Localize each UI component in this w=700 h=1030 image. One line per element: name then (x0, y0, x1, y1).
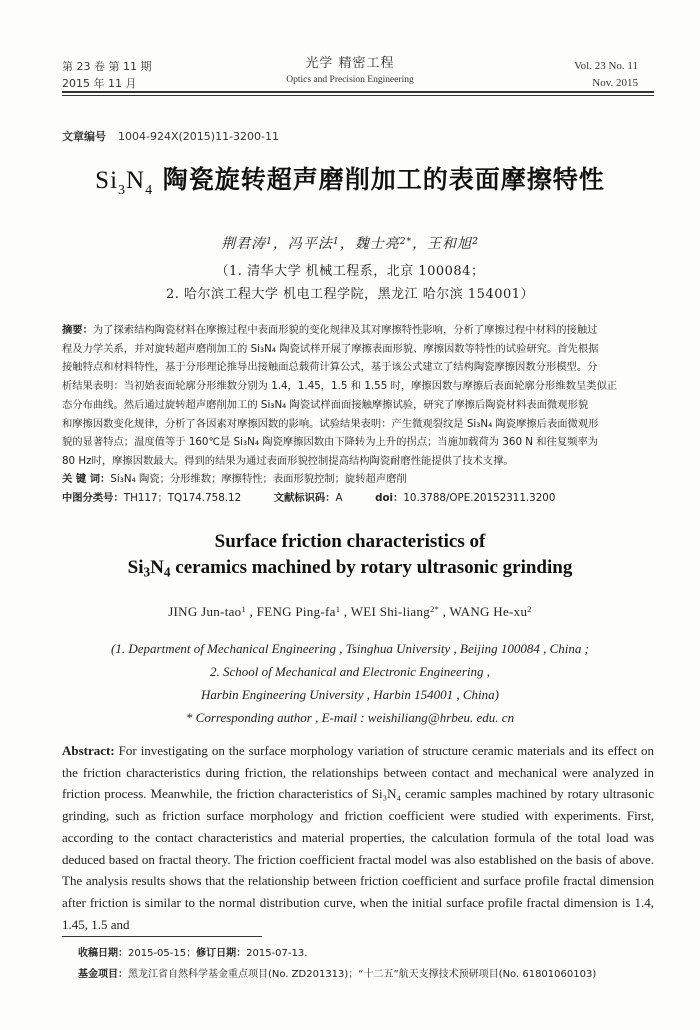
title-en-line-2 (0, 557, 700, 580)
title-cn-sub-3: 3 (118, 183, 127, 198)
corresponding-author: * Corresponding author , E-mail : weishiliang@hrbeu. edu. cn (185, 710, 515, 725)
clc-label: 中图分类号： (62, 492, 124, 504)
keywords-cn (62, 470, 407, 485)
title-cn-formula (95, 167, 154, 198)
received-value: 2015-05-15； (128, 948, 197, 959)
affiliation-cn-1: （1. 清华大学 机械工程系，北京 100084； (215, 264, 485, 279)
date-en: Nov. 2015 (592, 77, 638, 89)
title-cn-text: 陶瓷旋转超声磨削加工的表面摩擦特性 (153, 165, 605, 194)
abstract-cn-line-7: 貌的显著特点；温度值等于 160℃是 Si₃N₄ 陶瓷摩擦因数由下降转为上升的拐点；当施加载荷为 360 N 和往复频率为 (62, 436, 599, 449)
abstract-cn-label: 摘要： (62, 324, 93, 336)
author-cn-1-mark: 1 (266, 236, 273, 247)
author-en-1: JING Jun-tao (168, 604, 242, 619)
keywords-cn-label: 关 键 词： (62, 473, 111, 485)
header-rule-thin (62, 95, 654, 96)
abstract-cn-line-8: 80 Hz时，摩擦因数最大。得到的结果为通过表面形貌控制提高结构陶瓷耐磨性能提供了技术支撑。 (62, 454, 514, 467)
journal-name-en: Optics and Precision Engineering (286, 75, 414, 85)
author-cn-2-mark: 1 (332, 236, 340, 247)
title-cn-n: N (126, 167, 146, 194)
received-label: 收稿日期： (78, 948, 128, 959)
abstract-cn-line-4: 析结果表明：当初始表面轮廓分形维数分别为 1.4，1.45，1.5 和 1.55 时，摩擦因数与摩擦后表面轮廓分形维数呈类似正 (62, 380, 618, 393)
title-en-sub-4: 4 (163, 564, 171, 580)
article-number-label: 文章编号 (62, 130, 106, 143)
title-cn-sub-4: 4 (145, 183, 154, 198)
doc-code-label: 文献标识码： (273, 492, 336, 504)
title-en-sub-3: 3 (143, 564, 151, 580)
funding-label: 基金项目： (78, 969, 128, 980)
classification (62, 489, 555, 504)
author-cn-1: 荆君涛 (221, 236, 267, 252)
date-cn: 2015 年 11 月 (62, 77, 137, 90)
author-en-3: WEI Shi-liang (350, 604, 431, 619)
abstract-cn-line-2: 程及力学关系，并对旋转超声磨削加工的 Si₃N₄ 陶瓷试样开展了摩擦表面形貌、摩擦因数等特性的试验研究。首先根据 (62, 342, 599, 355)
title-cn-si: Si (95, 167, 119, 194)
abstract-cn (62, 321, 654, 471)
doi-value: 10.3788/OPE.20152311.3200 (403, 492, 556, 504)
doi-label: doi： (375, 492, 404, 504)
affiliation-en-3: Harbin Engineering University , Harbin 154001 , China) (201, 687, 499, 702)
title-en-n: N (150, 557, 164, 578)
author-en-4-mark: 2 (527, 604, 532, 615)
header-rule-thick (62, 91, 654, 93)
author-en-4: WANG He-xu (449, 604, 528, 619)
title-en-si: Si (127, 557, 144, 578)
doc-code-value: A (335, 492, 343, 504)
article-number (62, 128, 279, 144)
journal-name-cn: 光学 精密工程 (305, 56, 395, 71)
volume-cn: 第 23 卷 第 11 期 (62, 60, 152, 73)
author-cn-3: 魏士亮 (354, 236, 400, 252)
author-en-3-mark: 2* (430, 604, 440, 615)
author-cn-3-mark: 2* (399, 236, 413, 247)
author-en-2: FENG Ping-fa (256, 604, 336, 619)
author-cn-2: 冯平法 (287, 236, 333, 252)
article-number-value: 1004-924X(2015)11-3200-11 (118, 130, 279, 143)
title-en-line-1: Surface friction characteristics of (214, 531, 486, 552)
keywords-cn-value: Si₃N₄ 陶瓷；分形维数；摩擦特性；表面形貌控制；旋转超声磨削 (110, 473, 407, 485)
abstract-cn-line-5: 态分布曲线。然后通过旋转超声磨削加工的 Si₃N₄ 陶瓷试样面面接触摩擦试验，研究了摩擦后陶瓷材料表面微观形貌 (62, 398, 589, 411)
abstract-cn-line-1: 为了探索结构陶瓷材料在摩擦过程中表面形貌的变化规律及其对摩擦特性影响，分析了摩擦过程中材料的接触过 (92, 324, 598, 336)
title-cn (0, 160, 700, 199)
author-en-sep: , (439, 604, 450, 619)
authors-cn (0, 233, 700, 253)
affiliation-en-1: (1. Department of Mechanical Engineering , Tsinghua University , Beijing 100084 , China ; (111, 641, 589, 656)
author-cn-sep: ， (412, 236, 428, 252)
abstract-cn-line-6: 和摩擦因数变化规律，分析了各因素对摩擦因数的影响。试验结果表明：产生微观裂纹是 Si₃N₄ 陶瓷摩擦后表面微观形 (62, 417, 599, 430)
abstract-en-label: Abstract: (62, 743, 115, 758)
affiliation-en-2: 2. School of Mechanical and Electronic Engineering , (209, 664, 491, 679)
affiliation-cn-2: 2. 哈尔滨工程大学 机电工程学院，黑龙江 哈尔滨 154001） (165, 287, 535, 302)
author-cn-4-mark: 2 (472, 236, 479, 247)
author-en-sep: , (246, 604, 257, 619)
abstract-cn-line (62, 321, 654, 340)
funding-value: 黑龙江省自然科学基金重点项目(No. ZD201313)；“十二五”航天支撑技术预研项目(No. 61801060103) (128, 969, 597, 980)
authors-en (0, 604, 700, 620)
funding (78, 965, 596, 980)
author-cn-sep: ， (339, 236, 355, 252)
title-en-rest: ceramics machined by rotary ultrasonic grinding (170, 557, 573, 578)
author-cn-4: 王和旭 (427, 236, 473, 252)
author-en-1-mark: 1 (241, 604, 247, 615)
abstract-en-text: For investigating on the surface morphology variation of structure ceramic materials and its effect on the friction characteristics during friction, the relationships between contact and mechanical were analyzed in friction process. Meanwhile, the friction characteristics of Si₃N₄ ceramic samples machined by rotary ultrasonic grinding, such as friction surface morphology and friction coefficient were studied with experiments. First, according to the contact characteristics and material properties, the calculation formula of the total load was deduced based on fractal theory. The friction coefficient fractal model was also established on the basis of above. The analysis results shows that the relationship between friction coefficient and surface profile fractal dimension after friction is similar to the normal distribution curve, when the initial surface profile fractal dimension is 1.4, 1.45, 1.5 and (62, 743, 654, 932)
footnote-rule (62, 936, 262, 937)
revised-label: 修订日期： (196, 948, 247, 959)
revised-value: 2015-07-13. (246, 948, 308, 959)
clc-value: TH117；TQ174.758.12 (123, 492, 242, 504)
author-en-2-mark: 1 (335, 604, 341, 615)
received-dates (78, 944, 307, 959)
journal-issue-en (574, 58, 638, 92)
author-en-sep: , (340, 604, 351, 619)
volume-en: Vol. 23 No. 11 (574, 60, 638, 72)
author-cn-sep: ， (272, 236, 288, 252)
abstract-cn-line-3: 接触特点和材料特性，基于分形理论推导出接触面总载荷计算公式，基于该公式建立了结构陶瓷摩擦因数分形模型。分 (62, 361, 598, 374)
abstract-en (62, 740, 654, 935)
